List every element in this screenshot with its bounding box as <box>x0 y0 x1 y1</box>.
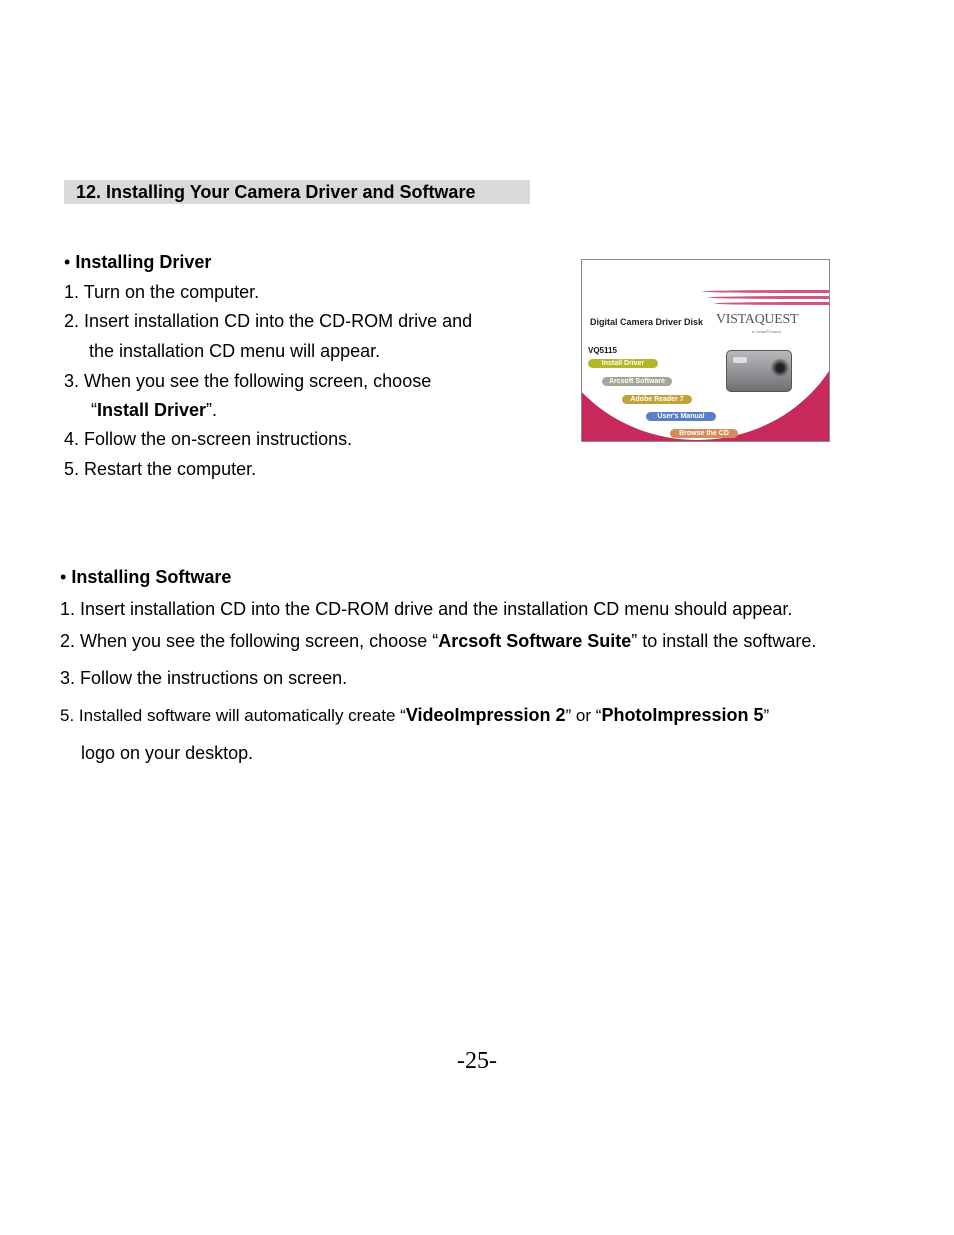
section-title: 12. Installing Your Camera Driver and Software <box>64 180 530 204</box>
videoimpression-label: VideoImpression 2 <box>405 705 566 725</box>
menu-button-browse-cd: Browse the CD <box>670 429 738 438</box>
software-heading-text: Installing Software <box>71 567 232 587</box>
software-step-5-mid: ” or “ <box>565 706 602 725</box>
menu-button-users-manual: User's Manual <box>646 412 716 421</box>
software-step-5-cont: logo on your desktop. <box>81 743 254 763</box>
software-step-5 <box>60 704 769 727</box>
page-number: -25- <box>457 1048 497 1074</box>
bullet: • <box>60 567 67 587</box>
driver-step-2: 2. Insert installation CD into the CD-ROM drive and <box>64 311 473 331</box>
software-step-1: 1. Insert installation CD into the CD-ROM drive and the installation CD menu should appear. <box>60 599 793 619</box>
camera-image <box>726 350 792 392</box>
menu-button-arcsoft: Arcsoft Software <box>602 377 672 386</box>
brand-logo: VISTAQUEST <box>716 312 799 327</box>
software-step-5-post: ” <box>763 706 770 725</box>
software-step-5-pre: 5. Installed software will automatically create “ <box>60 706 406 725</box>
photoimpression-label: PhotoImpression 5 <box>601 705 764 725</box>
cd-menu-body <box>582 270 829 442</box>
model-label: VQ5115 <box>588 346 617 355</box>
driver-heading-text: Installing Driver <box>75 252 212 272</box>
brand-subtitle: a Vivitar® brand <box>752 329 781 334</box>
driver-step-2-cont: the installation CD menu will appear. <box>89 341 381 361</box>
cd-menu-screenshot <box>581 259 830 442</box>
software-heading <box>60 566 231 588</box>
menu-button-adobe-reader: Adobe Reader 7 <box>622 395 692 404</box>
driver-step-1: 1. Turn on the computer. <box>64 282 260 302</box>
driver-step-5: 5. Restart the computer. <box>64 459 257 479</box>
driver-heading <box>64 251 211 273</box>
camera-lens-icon <box>771 359 789 377</box>
camera-flash <box>733 357 747 363</box>
software-step-2-post: ” to install the software. <box>631 631 817 651</box>
software-step-2 <box>60 630 816 652</box>
driver-step-3-cont <box>91 399 217 421</box>
software-step-3: 3. Follow the instructions on screen. <box>60 668 348 688</box>
driver-step-4: 4. Follow the on-screen instructions. <box>64 429 353 449</box>
bullet: • <box>64 252 71 272</box>
quote-open: “ <box>91 400 97 420</box>
arcsoft-suite-label: Arcsoft Software Suite <box>438 631 632 651</box>
menu-button-install-driver: Install Driver <box>588 359 658 368</box>
driver-step-3: 3. When you see the following screen, choose <box>64 371 432 391</box>
software-step-2-pre: 2. When you see the following screen, choose “ <box>60 631 439 651</box>
install-driver-label: Install Driver <box>97 400 207 420</box>
disk-title: Digital Camera Driver Disk <box>590 317 704 327</box>
quote-close: ”. <box>206 400 218 420</box>
